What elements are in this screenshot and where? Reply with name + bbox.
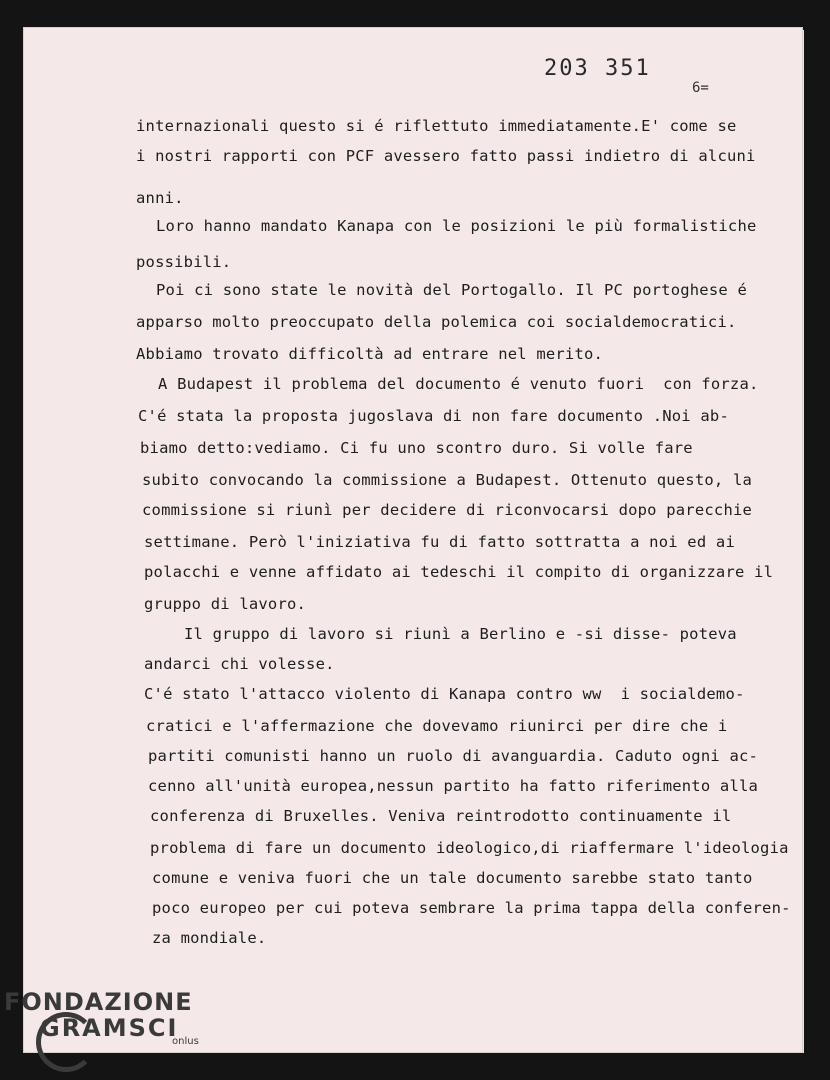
text-line: andarci chi volesse. (144, 655, 335, 673)
text-line: problema di fare un documento ideologico,di riaffermare l'ideologia (150, 839, 789, 857)
text-line: C'é stata la proposta jugoslava di non fare documento .Noi ab- (138, 407, 729, 425)
text-line: biamo detto:vediamo. Ci fu uno scontro duro. Si volle fare (140, 439, 693, 457)
text-line: Abbiamo trovato difficoltà ad entrare nel merito. (136, 345, 604, 363)
archive-watermark (4, 988, 199, 1047)
text-line: C'é stato l'attacco violento di Kanapa contro ww i socialdemo- (144, 685, 745, 703)
text-line: partiti comunisti hanno un ruolo di avanguardia. Caduto ogni ac- (148, 747, 759, 765)
text-line: za mondiale. (152, 929, 267, 947)
text-line: conferenza di Bruxelles. Veniva reintrodotto continuamente il (150, 807, 732, 825)
text-line: settimane. Però l'iniziativa fu di fatto sottratta a noi ed ai (144, 533, 735, 551)
text-line: Loro hanno mandato Kanapa con le posizioni le più formalistiche (156, 217, 757, 235)
text-line: subito convocando la commissione a Budapest. Ottenuto questo, la (142, 471, 753, 489)
text-line: comune e veniva fuori che un tale documento sarebbe stato tanto (152, 869, 753, 887)
watermark-line1: FONDAZIONE (4, 988, 193, 1016)
text-line: possibili. (136, 253, 232, 271)
text-line: cenno all'unità europea,nessun partito ha fatto riferimento alla (148, 777, 759, 795)
text-line: cratici e l'affermazione che dovevamo riunirci per dire che i (146, 717, 728, 735)
watermark-line3: onlus (172, 1036, 199, 1047)
text-line: A Budapest il problema del documento é venuto fuori con forza. (158, 375, 759, 393)
document-sheet (24, 28, 802, 1052)
text-line: internazionali questo si é riflettuto immediatamente.E' come se (136, 117, 737, 135)
text-line: Il gruppo di lavoro si riunì a Berlino e -si disse- poteva (184, 625, 737, 643)
text-line: commissione si riunì per decidere di riconvocarsi dopo parecchie (142, 501, 753, 519)
text-line: polacchi e venne affidato ai tedeschi il compito di organizzare il (144, 563, 774, 581)
text-line: apparso molto preoccupato della polemica coi socialdemocratici. (136, 313, 737, 331)
watermark-line2: GRAMSCI (40, 1014, 179, 1042)
typewritten-body (24, 28, 802, 1028)
text-line: gruppo di lavoro. (144, 595, 307, 613)
sheet-number: 6= (692, 80, 709, 96)
text-line: anni. (136, 189, 184, 207)
text-line: i nostri rapporti con PCF avessero fatto passi indietro di alcuni (136, 147, 756, 165)
text-line: Poi ci sono state le novità del Portogallo. Il PC portoghese é (156, 281, 747, 299)
page-number: 203 351 (544, 56, 651, 81)
text-line: poco europeo per cui poteva sembrare la prima tappa della conferen- (152, 899, 791, 917)
